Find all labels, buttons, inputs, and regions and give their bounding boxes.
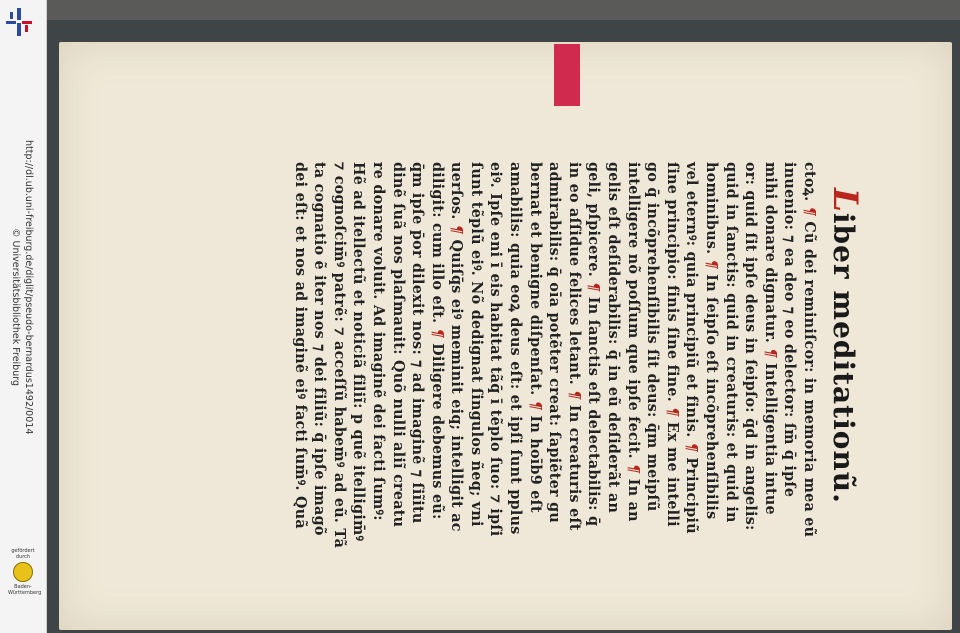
text-line: inuenio: ⁊ ea deo ⁊ eo delector: ſm̄ q̄ ipſe xyxy=(781,162,800,498)
text-line: amabilis: quia eoꝝ deus eſt: et ipſi ſunt pplus xyxy=(507,162,526,535)
heading-initial: L xyxy=(825,188,865,213)
text-lines xyxy=(290,162,819,592)
text-line: bernat et benigne diſpenſat. ¶ In hoīb9 eſt xyxy=(526,162,545,513)
text-line: hominibus. ¶ In ſeipſo eſt incõprehenſibilis xyxy=(703,162,722,520)
text-line: in eo aſſidue felices letant. ¶ In creaturis eſt xyxy=(565,162,584,531)
paragraph-mark: ¶ xyxy=(448,224,467,235)
seal-top-label: gefördert durch xyxy=(11,548,35,560)
funding-seal xyxy=(8,548,42,626)
text-line: ſine principio: finis ſine fine. ¶ Ex me intelli xyxy=(663,162,682,527)
text-line: uerſos. ¶ Quiſq̄s eiꝰ meminit eiq; intelligit ac xyxy=(448,162,467,532)
paragraph-mark: ¶ xyxy=(683,442,702,453)
paragraph-mark: ¶ xyxy=(703,259,722,270)
paragraph-mark: ¶ xyxy=(428,328,447,339)
document-url[interactable]: http://dl.ub.uni-freiburg.de/diglit/pseudo-bernardus1492/0014 xyxy=(23,140,34,435)
paragraph-mark: ¶ xyxy=(526,400,545,411)
text-line: Hẽ ad itellectũ et noticiã filiĩ: p quẽ itelligim̄ꝰ xyxy=(350,162,369,542)
seal-bottom-label: Baden-Württemberg xyxy=(8,584,42,596)
page-viewer[interactable] xyxy=(47,0,960,633)
text-line: ctoꝝ. ¶ Cũ dei reminiſcor: in memoria mea eũ xyxy=(801,162,819,538)
paragraph-mark: ¶ xyxy=(663,407,682,417)
text-line: geli, pſpicere. ¶ In ſanctis eſt delectabilis: q̄ xyxy=(585,162,604,527)
text-line: admirabilis: q̄ oīa potẽter creat: ſapiẽter gu xyxy=(546,162,565,524)
text-line: re donare voluit. Ad imaginẽ dei facti ſumꝰ: xyxy=(369,162,388,521)
text-line: vel eternꝰ: quia principiũ et finis. ¶ Principiũ xyxy=(683,162,702,534)
text-line: gelis eſt deſiderabilis: q̄ in eũ deſiderãt an xyxy=(605,162,624,514)
text-line: quid in ſanctis: quid in creaturis: et quid in xyxy=(722,162,741,523)
text-line: ta cognatio ẽ iter nos ⁊ dei filiũ: q̄ ipſe imagõ xyxy=(311,162,330,536)
text-line: go q̄ incõprehenſibilis ſit deus: q̄m meipſũ xyxy=(644,162,663,512)
paragraph-mark: ¶ xyxy=(585,282,604,292)
text-line: ⁊ cognoſcim̄ꝰ patrẽ: ⁊ acceſſũ habem̄ꝰ ad eũ. Tã xyxy=(330,162,349,549)
paragraph-mark: ¶ xyxy=(565,390,584,400)
page-heading xyxy=(825,188,865,592)
baden-wuerttemberg-seal-icon xyxy=(13,562,33,582)
text-line: dei eſt: et nos ad imaginẽ eiꝰ facti ſum̄ꝰ. Quã xyxy=(291,162,310,529)
paragraph-mark: ¶ xyxy=(624,464,643,474)
copyright-notice: © Universitätsbibliothek Freiburg xyxy=(10,228,21,386)
text-line: intelligere nõ poſſum que ipſe fecit. ¶ In an xyxy=(624,162,643,522)
text-block xyxy=(229,162,869,592)
paragraph-mark: ¶ xyxy=(761,348,780,358)
scan-background xyxy=(47,20,960,633)
text-line: mihi donare dignatur. ¶ Intelligentia intue xyxy=(761,162,780,515)
text-line: dinẽ ſuã nos plaſmauit: Quõ nulli aliĩ creatu xyxy=(389,162,408,528)
viewer-sidebar xyxy=(0,0,47,633)
text-line: q̄m ipſe p̄or dilexit nos: ⁊ ad imaginẽ ⁊ ſiĩitu xyxy=(409,162,428,524)
text-line: diligit: cum illo eſt. ¶ Diligere debemus eũ: xyxy=(428,162,447,520)
text-line: eiꝰ. Ipſe eni ī eis habitat tãq̄ ī tẽplo ſuo: ⁊ ipſi xyxy=(487,162,506,537)
text-line: ſunt tẽplũ eiꝰ. Nõ dedignat ſingulos ñeq; vni xyxy=(467,162,486,527)
heading-text: iber meditationũ. xyxy=(827,212,860,504)
text-line: or: quid ſit ipſe deus in ſeipſo: q̄d in angelis: xyxy=(742,162,761,531)
paragraph-mark: ¶ xyxy=(801,206,819,217)
bookmark-ribbon xyxy=(554,44,580,106)
manuscript-page xyxy=(59,42,952,630)
